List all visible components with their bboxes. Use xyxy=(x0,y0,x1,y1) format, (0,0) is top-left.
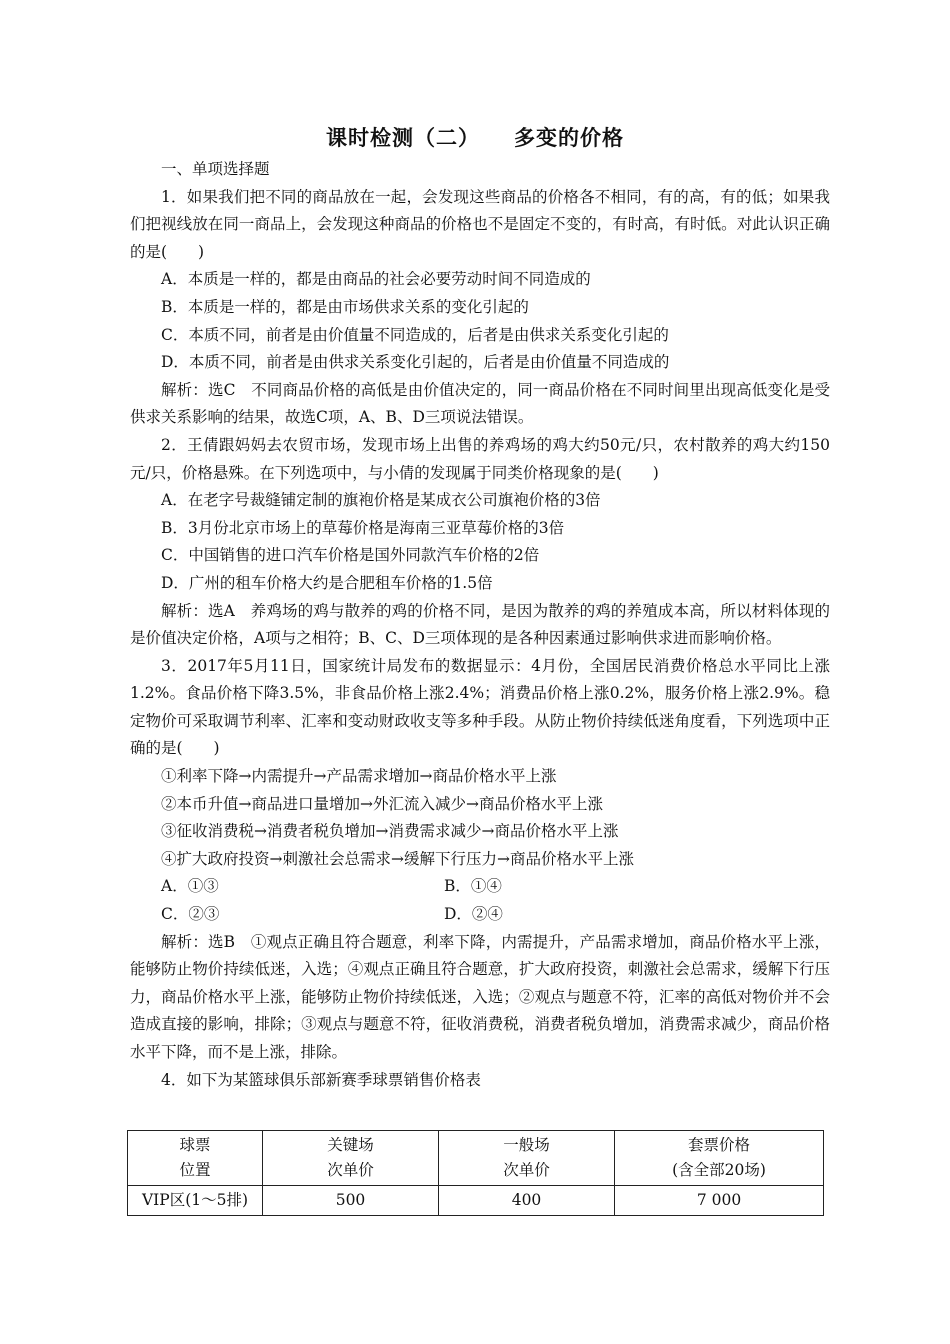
table-header-row xyxy=(128,1131,824,1186)
question-3-option-c: C．②③ xyxy=(161,905,220,924)
table-header-cell xyxy=(615,1131,824,1186)
question-1-option-b: B．本质是一样的，都是由市场供求关系的变化引起的 xyxy=(161,297,529,316)
table-header-cell xyxy=(128,1131,263,1186)
table-cell: 400 xyxy=(439,1186,615,1216)
header-line: 球票 xyxy=(179,1136,211,1154)
question-1-stem: 1．如果我们把不同的商品放在一起，会发现这些商品的价格各不相同，有的高，有的低；如果我们把视线放在同一商品上，会发现这种商品的价格也不是固定不变的，有时高，有时低。对此认识正确的是( ) xyxy=(130,187,830,261)
header-line: 套票价格 xyxy=(687,1136,750,1154)
question-3-option-d: D．②④ xyxy=(444,905,503,924)
question-3-stem: 3．2017年5月11日，国家统计局发布的数据显示：4月份，全国居民消费价格总水平同比上涨1.2%。食品价格下降3.5%，非食品价格上涨2.4%；消费品价格上涨0.2%，服务价格上涨2.9%。稳定物价可采取调节利率、汇率和变动财政收支等多种手段。从防止物价持续低迷角度看，下列选项中正确的是( ) xyxy=(130,656,830,758)
header-line: (含全部20场) xyxy=(672,1161,766,1179)
section-heading: 一、单项选择题 xyxy=(161,160,270,178)
table-cell: 500 xyxy=(263,1186,439,1216)
question-3-item-4: ④扩大政府投资→刺激社会总需求→缓解下行压力→商品价格水平上涨 xyxy=(161,849,634,868)
question-2-option-a: A．在老字号裁缝铺定制的旗袍价格是某成衣公司旗袍价格的3倍 xyxy=(161,491,601,510)
question-3-options-row-1 xyxy=(130,873,830,901)
question-2-option-b: B．3月份北京市场上的草莓价格是海南三亚草莓价格的3倍 xyxy=(161,518,565,537)
page-title xyxy=(0,122,950,152)
question-3-option-b: B．①④ xyxy=(444,877,502,896)
table-cell: 7 000 xyxy=(615,1186,824,1216)
title-topic: 多变的价格 xyxy=(514,125,624,150)
header-line: 一般场 xyxy=(503,1136,550,1154)
question-2-option-c: C．中国销售的进口汽车价格是国外同款汽车价格的2倍 xyxy=(161,546,540,565)
question-content xyxy=(130,156,830,1094)
question-4-stem: 4．如下为某篮球俱乐部新赛季球票销售价格表 xyxy=(161,1070,481,1089)
header-line: 次单价 xyxy=(503,1161,550,1179)
header-line: 关键场 xyxy=(327,1136,374,1154)
question-1-option-c: C．本质不同，前者是由价值量不同造成的，后者是由供求关系变化引起的 xyxy=(161,325,669,344)
question-1-option-a: A．本质是一样的，都是由商品的社会必要劳动时间不同造成的 xyxy=(161,270,591,289)
question-3-item-3: ③征收消费税→消费者税负增加→消费需求减少→商品价格水平上涨 xyxy=(161,822,619,841)
question-3-item-2: ②本币升值→商品进口量增加→外汇流入减少→商品价格水平上涨 xyxy=(161,794,603,813)
table-header-cell xyxy=(439,1131,615,1186)
question-2-stem: 2．王倩跟妈妈去农贸市场，发现市场上出售的养鸡场的鸡大约50元/只，农村散养的鸡大约150元/只，价格悬殊。在下列选项中，与小倩的发现属于同类价格现象的是( ) xyxy=(130,435,830,482)
question-1-analysis: 解析：选C 不同商品价格的高低是由价值决定的，同一商品价格在不同时间里出现高低变化是受供求关系影响的结果，故选C项，A、B、D三项说法错误。 xyxy=(130,380,830,427)
question-3-item-1: ①利率下降→内需提升→产品需求增加→商品价格水平上涨 xyxy=(161,767,557,786)
table-row xyxy=(128,1186,824,1216)
ticket-price-table xyxy=(127,1130,824,1216)
question-2-option-d: D．广州的租车价格大约是合肥租车价格的1.5倍 xyxy=(161,573,493,592)
question-2-analysis: 解析：选A 养鸡场的鸡与散养的鸡的价格不同，是因为散养的鸡的养殖成本高，所以材料体现的是价值决定价格，A项与之相符；B、C、D三项体现的是各种因素通过影响供求进而影响价格。 xyxy=(130,601,830,648)
question-3-options-row-2 xyxy=(130,901,830,929)
header-line: 次单价 xyxy=(327,1161,374,1179)
table-cell: VIP区(1～5排) xyxy=(128,1186,263,1216)
question-3-option-a: A．①③ xyxy=(161,877,219,896)
table-header-cell xyxy=(263,1131,439,1186)
title-main: 课时检测（二） xyxy=(326,125,480,150)
question-1-option-d: D．本质不同，前者是由供求关系变化引起的，后者是由价值量不同造成的 xyxy=(161,353,670,372)
header-line: 位置 xyxy=(179,1161,211,1179)
question-3-analysis: 解析：选B ①观点正确且符合题意，利率下降，内需提升，产品需求增加，商品价格水平上涨，能够防止物价持续低迷，入选；④观点正确且符合题意，扩大政府投资，刺激社会总需求，缓解下行压力，商品价格水平上涨，能够防止物价持续低迷，入选；②观点与题意不符，汇率的高低对物价并不会造成直接的影响，排除；③观点与题意不符，征收消费税，消费者税负增加，消费需求减少，商品价格水平下降，而不是上涨，排除。 xyxy=(130,932,830,1061)
